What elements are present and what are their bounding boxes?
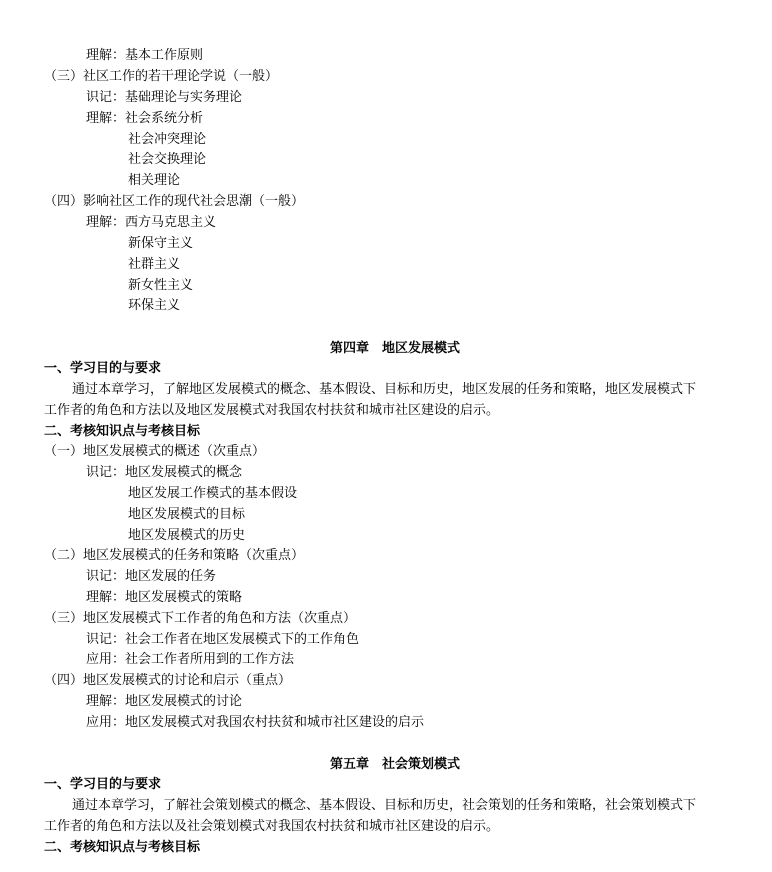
subsection-heading: （四）地区发展模式的讨论和启示（重点） [44,673,292,688]
chapter-title: 第五章 社会策划模式 [329,757,460,772]
objective-subitem: 地区发展模式的目标 [128,507,246,522]
paragraph-line: 工作者的角色和方法以及社会策划模式对我国农村扶贫和城市社区建设的启示。 [44,819,500,834]
objective-line: 识记：基础理论与实务理论 [86,90,243,105]
section-heading: 一、学习目的与要求 [44,361,162,376]
paragraph-line: 通过本章学习，了解社会策划模式的概念、基本假设、目标和历史，社会策划的任务和策略，社会策划模式下 [72,798,697,813]
objective-line: 识记：地区发展模式的概念 [86,465,243,480]
objective-subitem: 环保主义 [128,298,181,313]
objective-subitem: 相关理论 [128,173,181,188]
subsection-heading: （二）地区发展模式的任务和策略（次重点） [44,548,305,563]
objective-subitem: 地区发展工作模式的基本假设 [128,486,298,501]
section-heading: 一、学习目的与要求 [44,777,162,792]
objective-line: 识记：社会工作者在地区发展模式下的工作角色 [86,632,360,647]
subsection-heading: （四）影响社区工作的现代社会思潮（一般） [44,194,305,209]
objective-line: 理解：西方马克思主义 [86,215,217,230]
paragraph-line: 通过本章学习，了解地区发展模式的概念、基本假设、目标和历史，地区发展的任务和策略，地区发展模式下 [72,382,697,397]
paragraph-line: 工作者的角色和方法以及地区发展模式对我国农村扶贫和城市社区建设的启示。 [44,403,500,418]
subsection-heading: （一）地区发展模式的概述（次重点） [44,444,266,459]
objective-line: 应用：社会工作者所用到的工作方法 [86,652,295,667]
objective-subitem: 新女性主义 [128,278,194,293]
objective-line: 理解：社会系统分析 [86,111,204,126]
objective-line: 识记：地区发展的任务 [86,569,217,584]
objective-line: 应用：地区发展模式对我国农村扶贫和城市社区建设的启示 [86,715,425,730]
subsection-heading: （三）社区工作的若干理论学说（一般） [44,69,279,84]
objective-subitem: 社会交换理论 [128,152,207,167]
subsection-heading: （三）地区发展模式下工作者的角色和方法（次重点） [44,611,357,626]
objective-subitem: 社群主义 [128,257,181,272]
objective-line: 理解：地区发展模式的讨论 [86,694,243,709]
objective-subitem: 社会冲突理论 [128,132,207,147]
section-heading: 二、考核知识点与考核目标 [44,840,201,855]
objective-line: 理解：地区发展模式的策略 [86,590,243,605]
chapter-title: 第四章 地区发展模式 [329,341,460,356]
objective-subitem: 地区发展模式的历史 [128,528,246,543]
objective-subitem: 新保守主义 [128,236,194,251]
section-heading: 二、考核知识点与考核目标 [44,424,201,439]
objective-line: 理解：基本工作原则 [86,48,204,63]
